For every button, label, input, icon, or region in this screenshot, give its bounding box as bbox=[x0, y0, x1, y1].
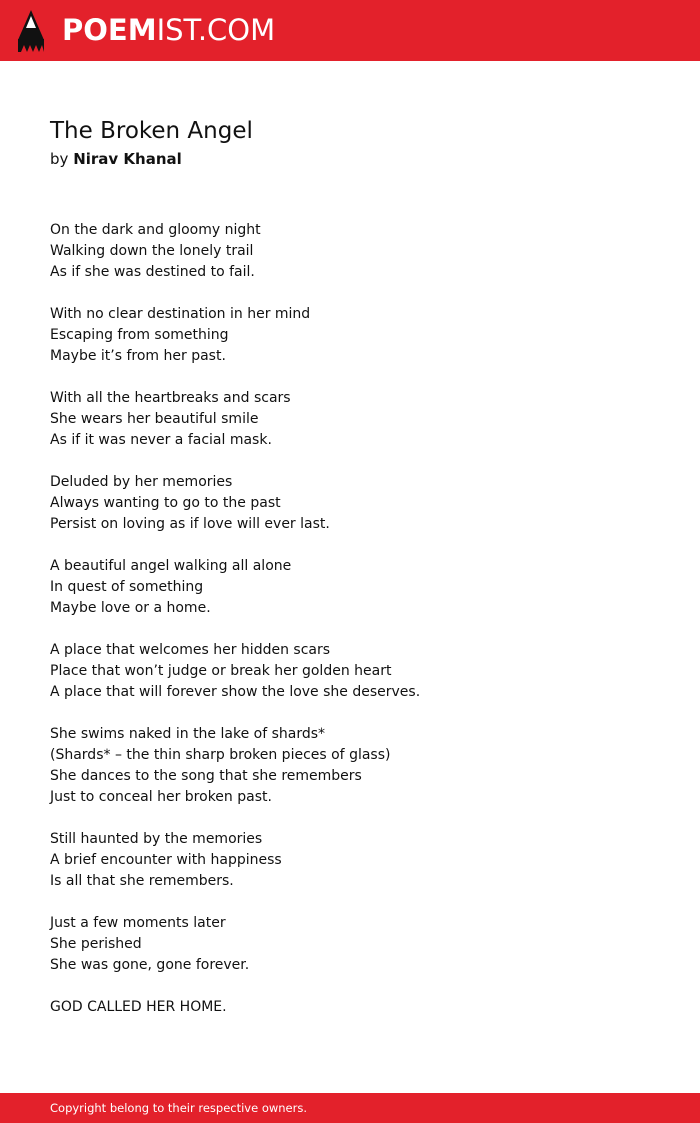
copyright-text: Copyright belong to their respective owners. bbox=[50, 1101, 308, 1115]
poem-line: With all the heartbreaks and scars bbox=[50, 390, 291, 406]
poem-line: A brief encounter with happiness bbox=[50, 852, 282, 868]
stanza bbox=[50, 913, 670, 976]
stanza bbox=[50, 556, 670, 619]
stanza bbox=[50, 829, 670, 892]
stanza bbox=[50, 472, 670, 535]
stanza bbox=[50, 997, 670, 1018]
poem-title: The Broken Angel bbox=[50, 118, 253, 144]
poem-line: She wears her beautiful smile bbox=[50, 411, 259, 427]
poem-line: Place that won’t judge or break her golden heart bbox=[50, 663, 392, 679]
site-header bbox=[0, 0, 700, 61]
byline-label: by bbox=[50, 150, 69, 168]
poem-line: As if she was destined to fail. bbox=[50, 264, 255, 280]
poem-line: Escaping from something bbox=[50, 327, 229, 343]
logo-light-text: IST.COM bbox=[156, 13, 276, 47]
author-name: Nirav Khanal bbox=[73, 150, 182, 168]
site-footer bbox=[0, 1093, 700, 1123]
poem-line: Just to conceal her broken past. bbox=[50, 789, 272, 805]
pencil-tip-icon bbox=[18, 10, 44, 52]
poem-line: Walking down the lonely trail bbox=[50, 243, 254, 259]
poem-line: Always wanting to go to the past bbox=[50, 495, 281, 511]
stanza bbox=[50, 388, 670, 451]
poem-line: GOD CALLED HER HOME. bbox=[50, 999, 227, 1015]
poem-line: With no clear destination in her mind bbox=[50, 306, 311, 322]
site-logo[interactable] bbox=[62, 13, 275, 47]
poem-line: (Shards* – the thin sharp broken pieces of glass) bbox=[50, 747, 391, 763]
stanza bbox=[50, 220, 670, 283]
poem-line: She dances to the song that she remembers bbox=[50, 768, 362, 784]
poem-line: Still haunted by the memories bbox=[50, 831, 263, 847]
poem-line: Is all that she remembers. bbox=[50, 873, 234, 889]
poem-line: She swims naked in the lake of shards* bbox=[50, 726, 326, 742]
poem-line: On the dark and gloomy night bbox=[50, 222, 261, 238]
poem-line: In quest of something bbox=[50, 579, 204, 595]
stanza bbox=[50, 724, 670, 808]
byline bbox=[50, 149, 182, 169]
poem-line: Deluded by her memories bbox=[50, 474, 233, 490]
poem-line: She perished bbox=[50, 936, 142, 952]
poem-line: Just a few moments later bbox=[50, 915, 226, 931]
logo-bold-text: POEM bbox=[62, 13, 157, 47]
poem-body bbox=[50, 220, 670, 1039]
stanza bbox=[50, 640, 670, 703]
stanza bbox=[50, 304, 670, 367]
poem-line: Maybe love or a home. bbox=[50, 600, 211, 616]
poem-line: She was gone, gone forever. bbox=[50, 957, 250, 973]
poem-line: As if it was never a facial mask. bbox=[50, 432, 272, 448]
poem-line: A beautiful angel walking all alone bbox=[50, 558, 292, 574]
poem-line: Maybe it’s from her past. bbox=[50, 348, 226, 364]
poem-line: Persist on loving as if love will ever last. bbox=[50, 516, 330, 532]
poem-line: A place that will forever show the love she deserves. bbox=[50, 684, 421, 700]
poem-line: A place that welcomes her hidden scars bbox=[50, 642, 331, 658]
